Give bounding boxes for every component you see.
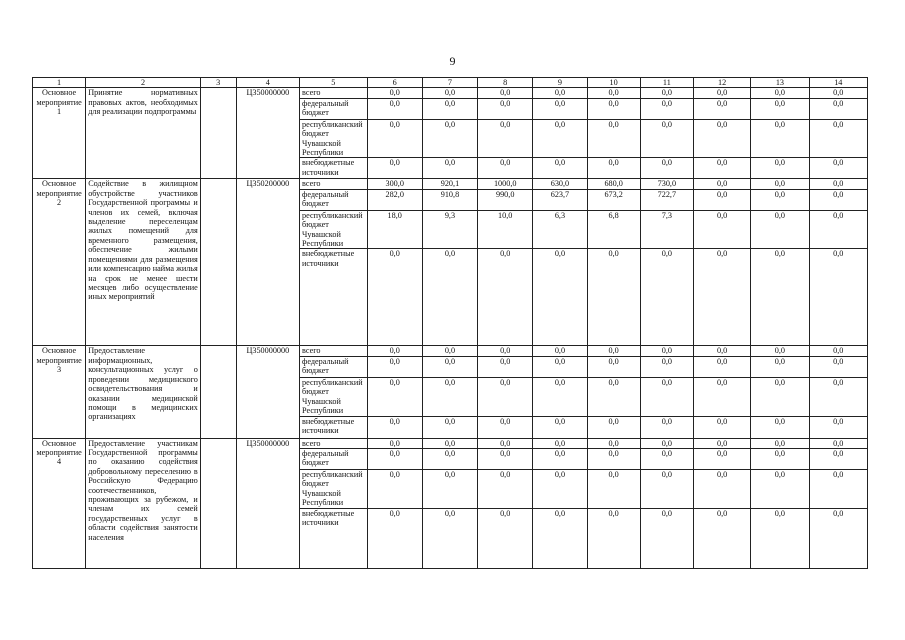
funding-source: республиканский бюджет Чувашской Республики — [300, 210, 368, 249]
funding-source: внебюджетные источники — [300, 158, 368, 179]
value-cell: 0,0 — [587, 377, 640, 416]
activity-col3 — [200, 438, 236, 568]
value-cell: 0,0 — [422, 438, 477, 448]
value-cell: 623,7 — [533, 189, 587, 210]
value-cell: 0,0 — [809, 356, 867, 377]
value-cell: 0,0 — [809, 416, 867, 438]
activity-description: Содействие в жилищном обустройстве участников Государственной программы и членов их семей, включая выделение переселенцам жилых помещений для временного размещения, обеспечение жилыми помещениями для размещения или компенсацию найма жилья на срок не менее шести месяцев либо осуществление иных мероприятий — [86, 179, 201, 346]
value-cell: 0,0 — [478, 416, 533, 438]
value-cell: 0,0 — [693, 508, 750, 568]
funding-source: внебюджетные источники — [300, 508, 368, 568]
value-cell: 0,0 — [533, 249, 587, 346]
value-cell: 0,0 — [367, 377, 422, 416]
value-cell: 0,0 — [478, 438, 533, 448]
value-cell: 0,0 — [640, 448, 693, 469]
value-cell: 0,0 — [587, 119, 640, 158]
funding-source: федеральный бюджет — [300, 189, 368, 210]
header-cell: 5 — [300, 78, 368, 88]
value-cell: 0,0 — [367, 119, 422, 158]
value-cell: 0,0 — [693, 469, 750, 508]
value-cell: 0,0 — [640, 88, 693, 98]
value-cell: 0,0 — [478, 88, 533, 98]
budget-table — [32, 77, 868, 569]
value-cell: 0,0 — [587, 158, 640, 179]
funding-source: всего — [300, 88, 368, 98]
value-cell: 0,0 — [478, 377, 533, 416]
value-cell: 0,0 — [533, 508, 587, 568]
value-cell: 0,0 — [367, 98, 422, 119]
value-cell: 0,0 — [533, 98, 587, 119]
value-cell: 0,0 — [367, 508, 422, 568]
header-cell: 14 — [809, 78, 867, 88]
header-cell: 13 — [751, 78, 809, 88]
value-cell: 0,0 — [533, 438, 587, 448]
value-cell: 6,3 — [533, 210, 587, 249]
value-cell: 680,0 — [587, 179, 640, 189]
activity-description: Предоставление участникам Государственной программы по оказанию содействия добровольному переселению в Российскую Федерацию соотечественников, проживающих за рубежом, и членам их семей государственных услуг в области содействия занятости населения — [86, 438, 201, 568]
funding-source: всего — [300, 438, 368, 448]
value-cell: 0,0 — [809, 249, 867, 346]
value-cell: 0,0 — [751, 189, 809, 210]
value-cell: 0,0 — [751, 469, 809, 508]
value-cell: 730,0 — [640, 179, 693, 189]
value-cell: 0,0 — [478, 448, 533, 469]
value-cell: 0,0 — [809, 210, 867, 249]
value-cell: 722,7 — [640, 189, 693, 210]
value-cell: 0,0 — [478, 346, 533, 356]
value-cell: 0,0 — [478, 158, 533, 179]
value-cell: 0,0 — [533, 377, 587, 416]
value-cell: 0,0 — [751, 508, 809, 568]
value-cell: 0,0 — [367, 416, 422, 438]
activity-code: Ц350000000 — [236, 346, 299, 438]
value-cell: 0,0 — [809, 179, 867, 189]
value-cell: 673,2 — [587, 189, 640, 210]
value-cell: 0,0 — [422, 469, 477, 508]
value-cell: 0,0 — [533, 119, 587, 158]
value-cell: 300,0 — [367, 179, 422, 189]
value-cell: 0,0 — [587, 438, 640, 448]
value-cell: 0,0 — [693, 249, 750, 346]
value-cell: 0,0 — [751, 448, 809, 469]
value-cell: 0,0 — [693, 179, 750, 189]
value-cell: 0,0 — [751, 119, 809, 158]
value-cell: 0,0 — [809, 469, 867, 508]
activity-code: Ц350000000 — [236, 88, 299, 179]
value-cell: 0,0 — [640, 356, 693, 377]
header-cell: 12 — [693, 78, 750, 88]
value-cell: 0,0 — [422, 377, 477, 416]
value-cell: 0,0 — [693, 88, 750, 98]
value-cell: 0,0 — [422, 158, 477, 179]
value-cell: 0,0 — [587, 448, 640, 469]
activity-name: Основное мероприятие 1 — [33, 88, 86, 179]
value-cell: 0,0 — [693, 416, 750, 438]
value-cell: 0,0 — [422, 98, 477, 119]
value-cell: 0,0 — [693, 448, 750, 469]
value-cell: 0,0 — [693, 119, 750, 158]
value-cell: 0,0 — [751, 98, 809, 119]
value-cell: 0,0 — [533, 356, 587, 377]
value-cell: 0,0 — [751, 377, 809, 416]
value-cell: 920,1 — [422, 179, 477, 189]
value-cell: 10,0 — [478, 210, 533, 249]
value-cell: 0,0 — [587, 346, 640, 356]
value-cell: 0,0 — [533, 158, 587, 179]
value-cell: 0,0 — [367, 438, 422, 448]
value-cell: 0,0 — [587, 88, 640, 98]
value-cell: 0,0 — [640, 98, 693, 119]
value-cell: 0,0 — [751, 210, 809, 249]
value-cell: 0,0 — [422, 249, 477, 346]
value-cell: 0,0 — [367, 356, 422, 377]
page-number: 9 — [449, 54, 456, 68]
activity-description: Предоставление информационных, консультационных услуг о проведении медицинского освидетельствования и оказании медицинской помощи в медицинских организациях — [86, 346, 201, 438]
value-cell: 0,0 — [533, 88, 587, 98]
value-cell: 0,0 — [640, 438, 693, 448]
table-row — [33, 438, 868, 448]
value-cell: 0,0 — [640, 377, 693, 416]
value-cell: 0,0 — [693, 377, 750, 416]
value-cell: 0,0 — [533, 448, 587, 469]
header-cell: 3 — [200, 78, 236, 88]
funding-source: внебюджетные источники — [300, 249, 368, 346]
value-cell: 0,0 — [367, 469, 422, 508]
value-cell: 0,0 — [809, 438, 867, 448]
value-cell: 910,8 — [422, 189, 477, 210]
value-cell: 0,0 — [478, 249, 533, 346]
value-cell: 0,0 — [533, 469, 587, 508]
table-header — [33, 78, 868, 88]
value-cell: 0,0 — [587, 249, 640, 346]
funding-source: федеральный бюджет — [300, 98, 368, 119]
value-cell: 0,0 — [640, 249, 693, 346]
value-cell: 0,0 — [478, 119, 533, 158]
value-cell: 0,0 — [693, 356, 750, 377]
value-cell: 0,0 — [809, 346, 867, 356]
value-cell: 0,0 — [751, 179, 809, 189]
value-cell: 0,0 — [751, 416, 809, 438]
table-row — [33, 346, 868, 356]
header-cell: 1 — [33, 78, 86, 88]
activity-name: Основное мероприятие 2 — [33, 179, 86, 346]
header-cell: 8 — [478, 78, 533, 88]
value-cell: 0,0 — [367, 249, 422, 346]
value-cell: 630,0 — [533, 179, 587, 189]
value-cell: 9,3 — [422, 210, 477, 249]
value-cell: 0,0 — [809, 377, 867, 416]
value-cell: 0,0 — [809, 158, 867, 179]
value-cell: 0,0 — [478, 469, 533, 508]
value-cell: 0,0 — [809, 88, 867, 98]
value-cell: 0,0 — [751, 346, 809, 356]
value-cell: 0,0 — [809, 448, 867, 469]
activity-code: Ц350200000 — [236, 179, 299, 346]
value-cell: 0,0 — [751, 88, 809, 98]
value-cell: 0,0 — [478, 508, 533, 568]
value-cell: 990,0 — [478, 189, 533, 210]
value-cell: 7,3 — [640, 210, 693, 249]
funding-source: федеральный бюджет — [300, 356, 368, 377]
value-cell: 0,0 — [587, 416, 640, 438]
value-cell: 0,0 — [693, 189, 750, 210]
value-cell: 6,8 — [587, 210, 640, 249]
funding-source: республиканский бюджет Чувашской Республики — [300, 119, 368, 158]
value-cell: 282,0 — [367, 189, 422, 210]
value-cell: 0,0 — [478, 98, 533, 119]
activity-name: Основное мероприятие 4 — [33, 438, 86, 568]
value-cell: 0,0 — [640, 508, 693, 568]
value-cell: 0,0 — [367, 448, 422, 469]
funding-source: республиканский бюджет Чувашской Республики — [300, 469, 368, 508]
value-cell: 0,0 — [367, 158, 422, 179]
funding-source: республиканский бюджет Чувашской Республики — [300, 377, 368, 416]
value-cell: 0,0 — [587, 356, 640, 377]
value-cell: 0,0 — [422, 416, 477, 438]
value-cell: 0,0 — [422, 448, 477, 469]
value-cell: 0,0 — [693, 98, 750, 119]
value-cell: 0,0 — [640, 158, 693, 179]
table-row — [33, 88, 868, 98]
activity-name: Основное мероприятие 3 — [33, 346, 86, 438]
value-cell: 0,0 — [693, 210, 750, 249]
header-row — [33, 78, 868, 88]
value-cell: 0,0 — [640, 469, 693, 508]
value-cell: 0,0 — [693, 158, 750, 179]
value-cell: 0,0 — [533, 346, 587, 356]
funding-source: всего — [300, 346, 368, 356]
value-cell: 0,0 — [693, 438, 750, 448]
value-cell: 0,0 — [640, 346, 693, 356]
value-cell: 0,0 — [640, 119, 693, 158]
value-cell: 0,0 — [809, 98, 867, 119]
value-cell: 0,0 — [640, 416, 693, 438]
value-cell: 0,0 — [809, 119, 867, 158]
header-cell: 4 — [236, 78, 299, 88]
header-cell: 11 — [640, 78, 693, 88]
value-cell: 0,0 — [533, 416, 587, 438]
value-cell: 0,0 — [422, 119, 477, 158]
value-cell: 0,0 — [751, 438, 809, 448]
value-cell: 0,0 — [422, 508, 477, 568]
value-cell: 0,0 — [587, 98, 640, 119]
value-cell: 0,0 — [751, 158, 809, 179]
header-cell: 10 — [587, 78, 640, 88]
activity-col3 — [200, 346, 236, 438]
funding-source: всего — [300, 179, 368, 189]
value-cell: 0,0 — [587, 508, 640, 568]
funding-source: федеральный бюджет — [300, 448, 368, 469]
activity-col3 — [200, 88, 236, 179]
value-cell: 0,0 — [367, 346, 422, 356]
activity-code: Ц350000000 — [236, 438, 299, 568]
funding-source: внебюджетные источники — [300, 416, 368, 438]
header-cell: 2 — [86, 78, 201, 88]
value-cell: 0,0 — [422, 356, 477, 377]
header-cell: 9 — [533, 78, 587, 88]
value-cell: 18,0 — [367, 210, 422, 249]
table-row — [33, 179, 868, 189]
table-body — [33, 88, 868, 568]
value-cell: 0,0 — [422, 88, 477, 98]
value-cell: 0,0 — [367, 88, 422, 98]
value-cell: 0,0 — [587, 469, 640, 508]
header-cell: 6 — [367, 78, 422, 88]
value-cell: 0,0 — [693, 346, 750, 356]
value-cell: 0,0 — [751, 249, 809, 346]
value-cell: 0,0 — [809, 508, 867, 568]
value-cell: 1000,0 — [478, 179, 533, 189]
value-cell: 0,0 — [422, 346, 477, 356]
value-cell: 0,0 — [751, 356, 809, 377]
activity-description: Принятие нормативных правовых актов, необходимых для реализации подпрограммы — [86, 88, 201, 179]
header-cell: 7 — [422, 78, 477, 88]
activity-col3 — [200, 179, 236, 346]
value-cell: 0,0 — [809, 189, 867, 210]
value-cell: 0,0 — [478, 356, 533, 377]
